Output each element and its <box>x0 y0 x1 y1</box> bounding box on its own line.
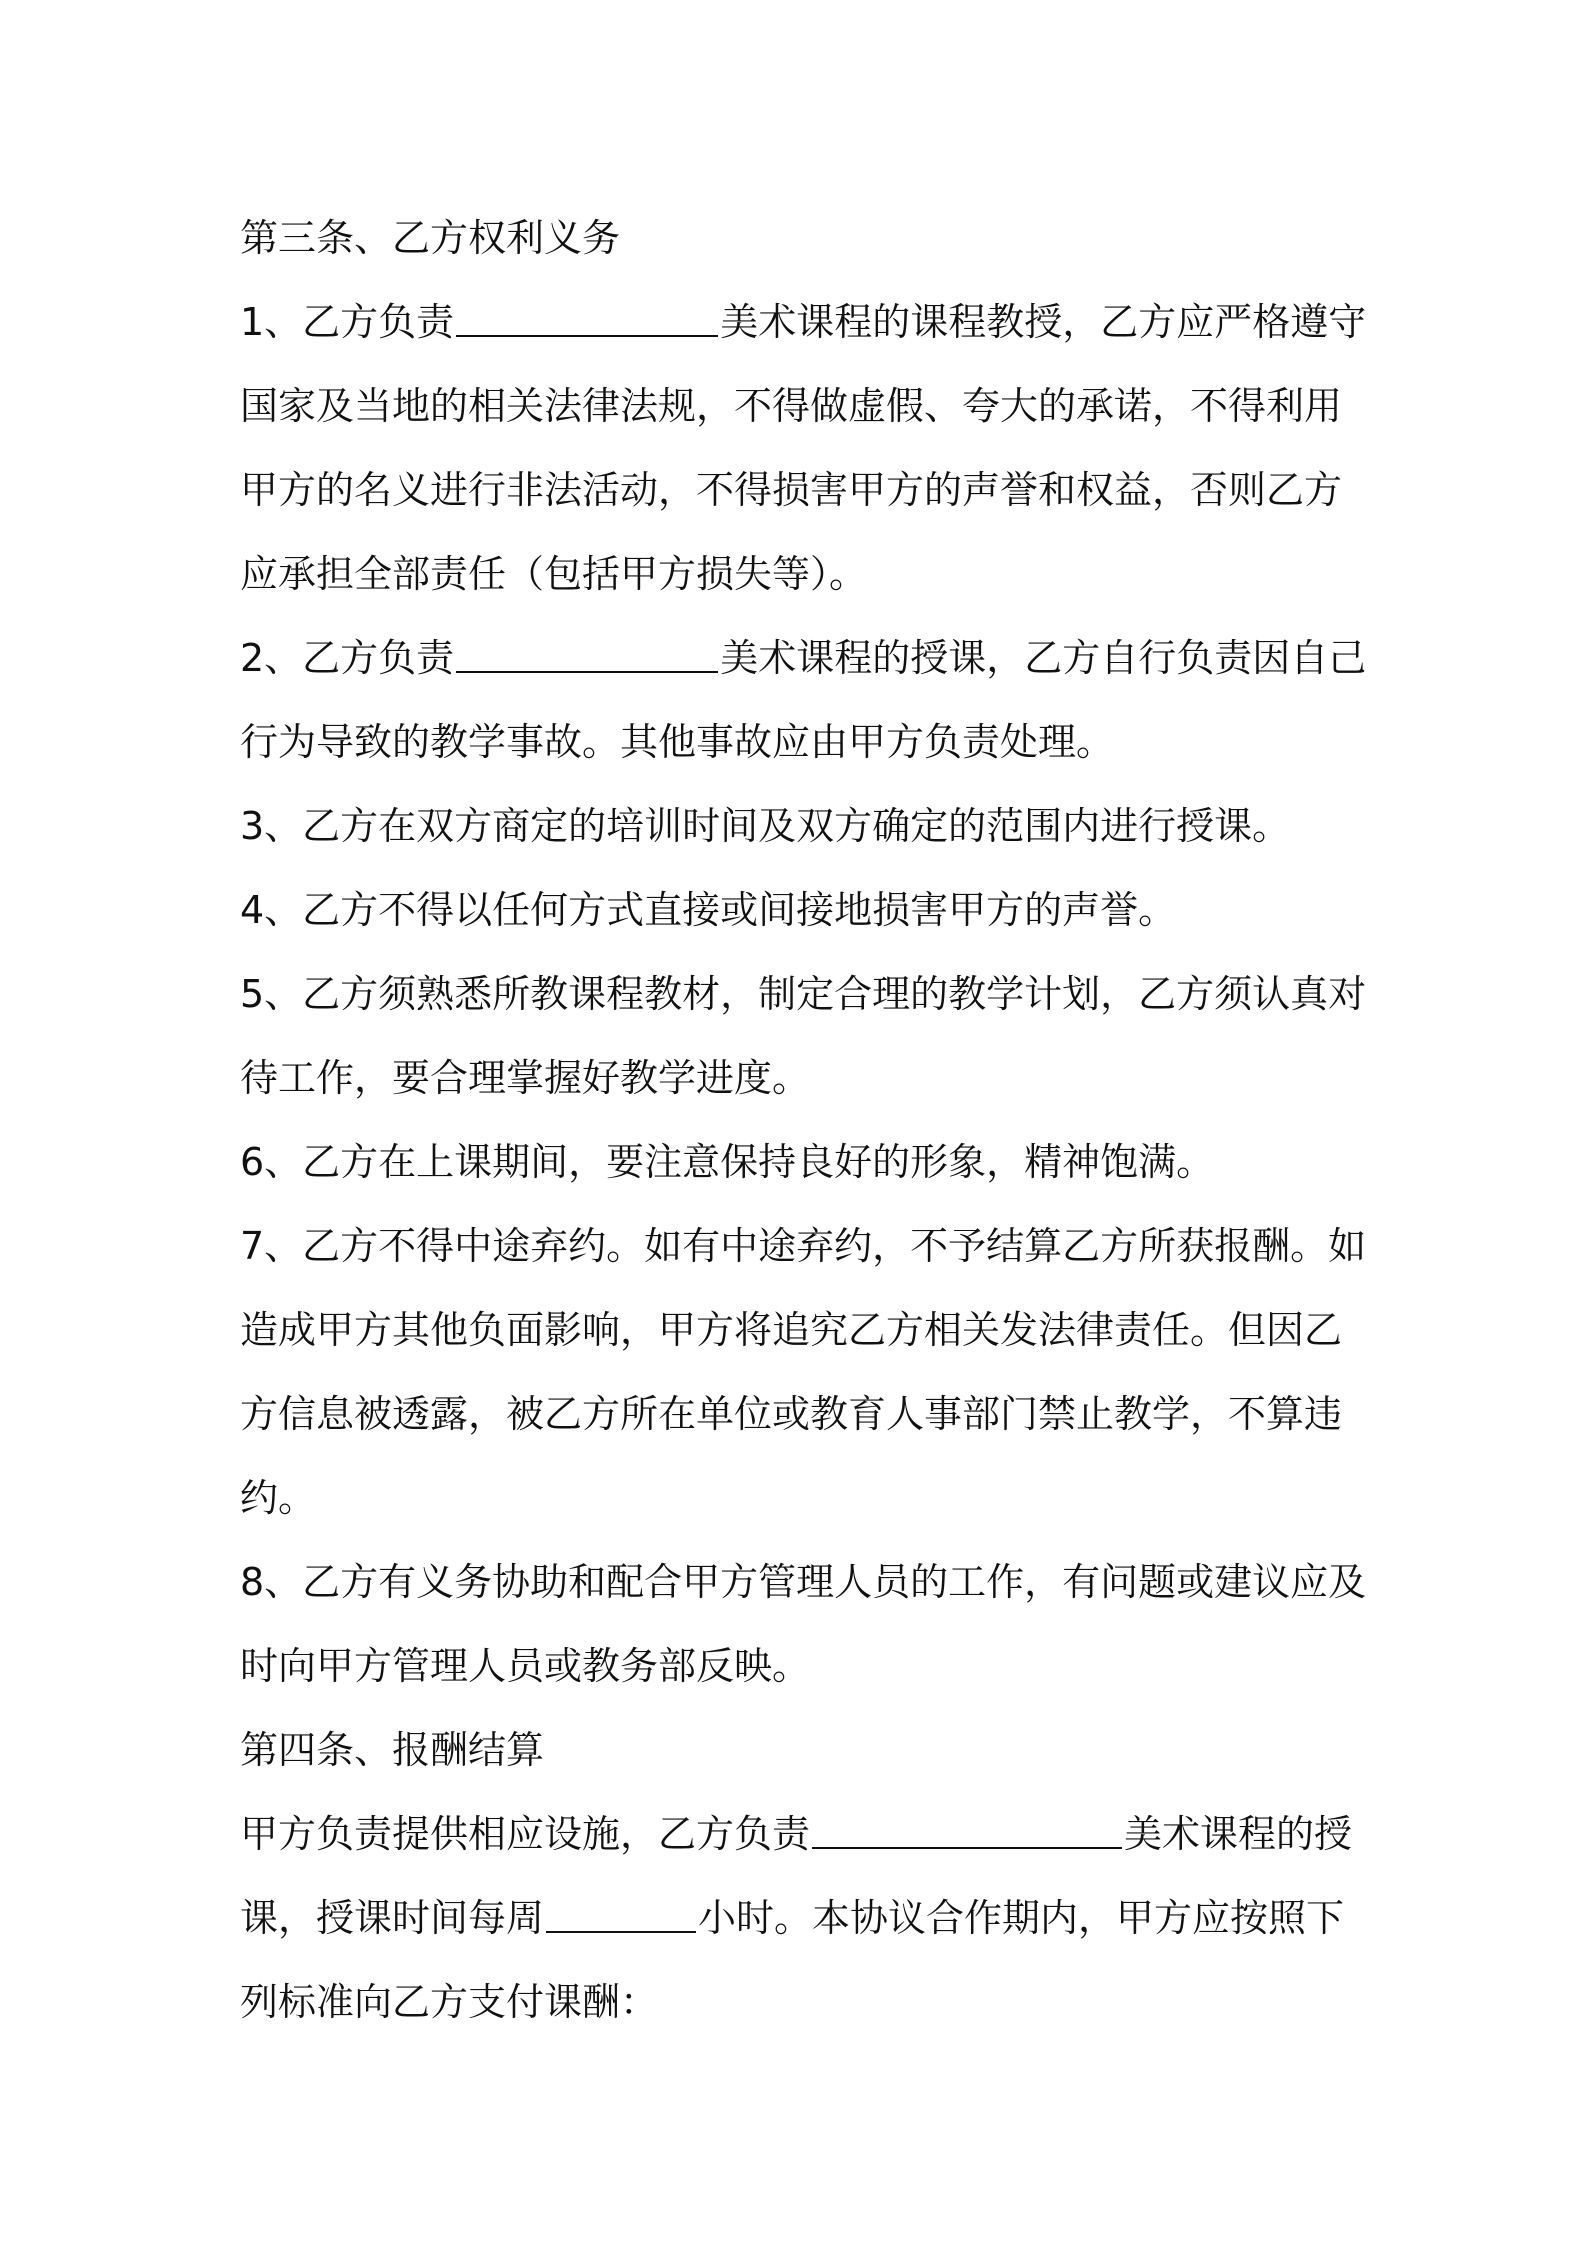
article-3-item-3: 3、乙方在双方商定的培训时间及双方确定的范围内进行授课。 <box>240 804 1291 848</box>
article-3-item-7: 7、乙方不得中途弃约。如有中途弃约，不予结算乙方所获报酬。如造成甲方其他负面影响，甲方将追究乙方相关发法律责任。但因乙方信息被透露，被乙方所在单位或教育人事部门禁止教学，不算违约。 <box>240 1224 1367 1520</box>
item-1-prefix: 1、乙方负责 <box>240 300 455 344</box>
article-3-item-1 <box>240 280 1370 616</box>
hours-per-week-blank <box>546 1897 696 1933</box>
payment-part-2: 美术课程的授课，授课时间每周 <box>240 1812 1353 1940</box>
article-4-paragraph <box>240 1792 1370 2044</box>
item-2-prefix: 2、乙方负责 <box>240 636 455 680</box>
document-body <box>240 196 1370 2044</box>
payment-part-1: 甲方负责提供相应设施，乙方负责 <box>240 1812 811 1856</box>
course-name-blank-2 <box>456 637 718 673</box>
article-3-heading: 第三条、乙方权利义务 <box>240 216 621 260</box>
item-2-suffix: 美术课程的授课，乙方自行负责因自己行为导致的教学事故。其他事故应由甲方负责处理。 <box>240 636 1367 764</box>
article-3-item-8: 8、乙方有义务协助和配合甲方管理人员的工作，有问题或建议应及时向甲方管理人员或教务部反映。 <box>240 1560 1367 1688</box>
item-1-suffix: 美术课程的课程教授，乙方应严格遵守国家及当地的相关法律法规，不得做虚假、夸大的承诺，不得利用甲方的名义进行非法活动，不得损害甲方的声誉和权益，否则乙方应承担全部责任（包括甲方损失等）。 <box>240 300 1367 596</box>
course-name-blank-1 <box>456 301 718 337</box>
article-4-heading: 第四条、报酬结算 <box>240 1728 545 1772</box>
article-3-item-2 <box>240 616 1370 784</box>
article-3-item-6: 6、乙方在上课期间，要注意保持良好的形象，精神饱满。 <box>240 1140 1215 1184</box>
article-3-item-5: 5、乙方须熟悉所教课程教材，制定合理的教学计划，乙方须认真对待工作，要合理掌握好教学进度。 <box>240 972 1367 1100</box>
payment-part-3: 小时。本协议合作期内，甲方应按照下列标准向乙方支付课酬： <box>240 1896 1345 2024</box>
article-3-item-4: 4、乙方不得以任何方式直接或间接地损害甲方的声誉。 <box>240 888 1177 932</box>
course-name-blank-3 <box>812 1813 1122 1849</box>
